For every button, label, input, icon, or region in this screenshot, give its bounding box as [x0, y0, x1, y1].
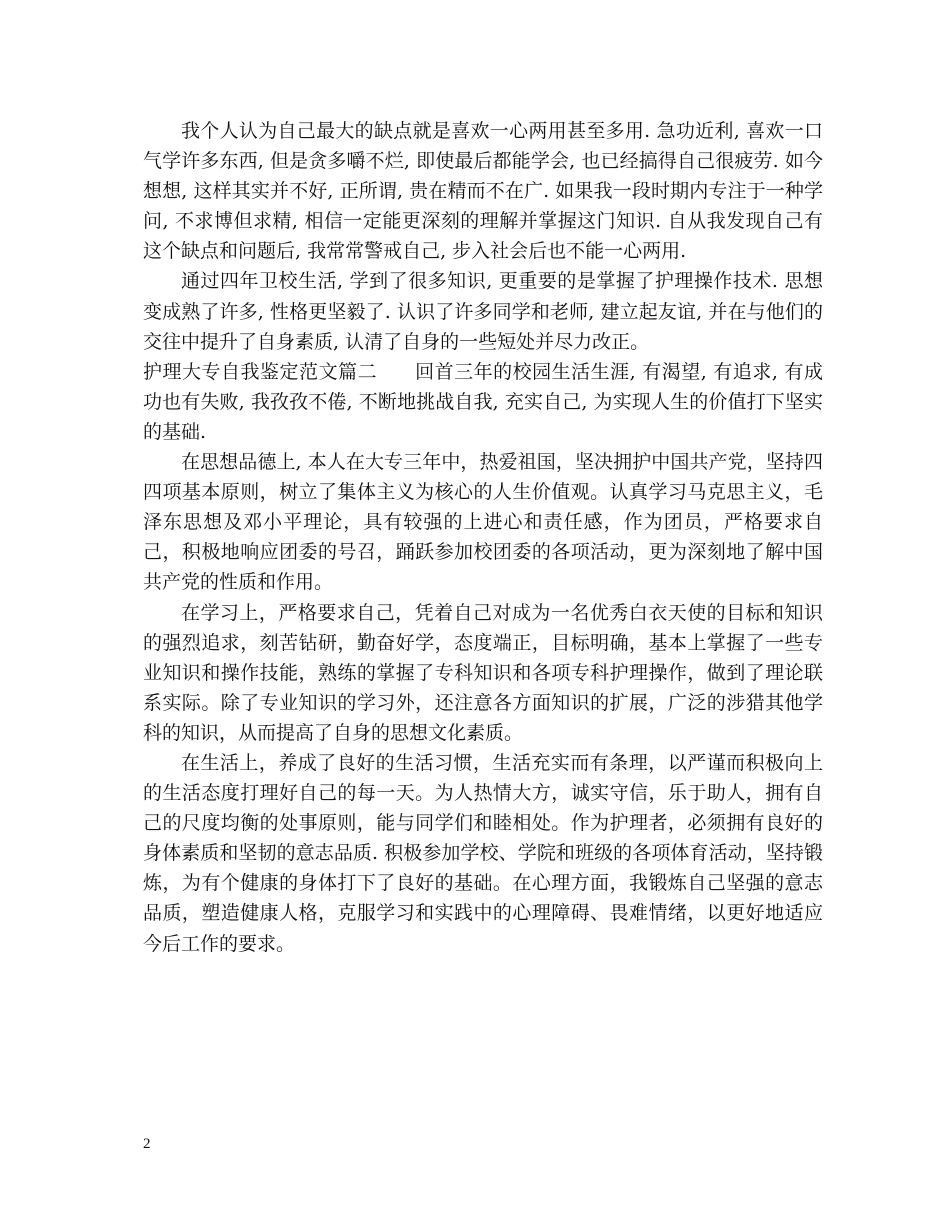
paragraph-ideology: 在思想品德上, 本人在大专三年中，热爱祖国，坚决拥护中国共产党，坚持四四项基本原则，树立了集体主义为核心的人生价值观。认真学习马克思主义，毛泽东思想及邓小平理论，具有较强的上进心和责任感，作为团员，严格要求自己，积极地响应团委的号召，踊跃参加校团委的各项活动，更为深刻地了解中国共产党的性质和作用。 — [143, 451, 823, 594]
section-two-heading: 护理大专自我鉴定范文篇二 — [143, 360, 378, 383]
paragraph-life: 在生活上，养成了良好的生活习惯，生活充实而有条理，以严谨而积极向上的生活态度打理好自己的每一天。为人热情大方，诚实守信，乐于助人，拥有自己的尺度均衡的处事原则，能与同学们和睦相处。作为护理者，必须拥有良好的身体素质和坚韧的意志品质. 积极参加学校、学院和班级的各项体育活动，坚持锻炼，为有个健康的身体打下了良好的基础。在心理方面，我锻炼自己坚强的意志品质，塑造健康人格，克服学习和实践中的心理障碍、畏难情绪，以更好地适应今后工作的要求。 — [143, 751, 823, 955]
paragraph-nursing-school: 通过四年卫校生活, 学到了很多知识, 更重要的是掌握了护理操作技术. 思想变成熟了许多, 性格更坚毅了. 认识了许多同学和老师, 建立起友谊, 并在与他们的交往中提升了自身素质, 认清了自身的一些短处并尽力改正。 — [143, 270, 823, 353]
section-two — [143, 357, 823, 447]
paragraph-study: 在学习上，严格要求自己，凭着自己对成为一名优秀白衣天使的目标和知识的强烈追求，刻苦钻研，勤奋好学，态度端正，目标明确，基本上掌握了一些专业知识和操作技能，熟练的掌握了专科知识和各项专科护理操作，做到了理论联系实际。除了专业知识的学习外，还注意各方面知识的扩展，广泛的涉猎其他学科的知识，从而提高了自身的思想文化素质。 — [143, 601, 823, 744]
page-number: 2 — [143, 1136, 151, 1152]
document-body — [143, 116, 823, 959]
section-two-intro: 回首三年的校园生活生涯, 有渴望, 有追求, 有成功也有失败, 我孜孜不倦, 不断地挑战自我, 充实自己, 为实现人生的价值打下坚实的基础. — [143, 360, 823, 443]
paragraph-shortcoming: 我个人认为自己最大的缺点就是喜欢一心两用甚至多用. 急功近利, 喜欢一口气学许多东西, 但是贪多嚼不烂, 即使最后都能学会, 也已经搞得自己很疲劳. 如今想想, 这样其实并不好, 正所谓, 贵在精而不在广. 如果我一段时期内专注于一种学问, 不求博但求精, 相信一定能更深刻的理解并掌握这门知识. 自从我发现自己有这个缺点和问题后, 我常常警戒自己, 步入社会后也不能一心两用. — [143, 120, 823, 263]
